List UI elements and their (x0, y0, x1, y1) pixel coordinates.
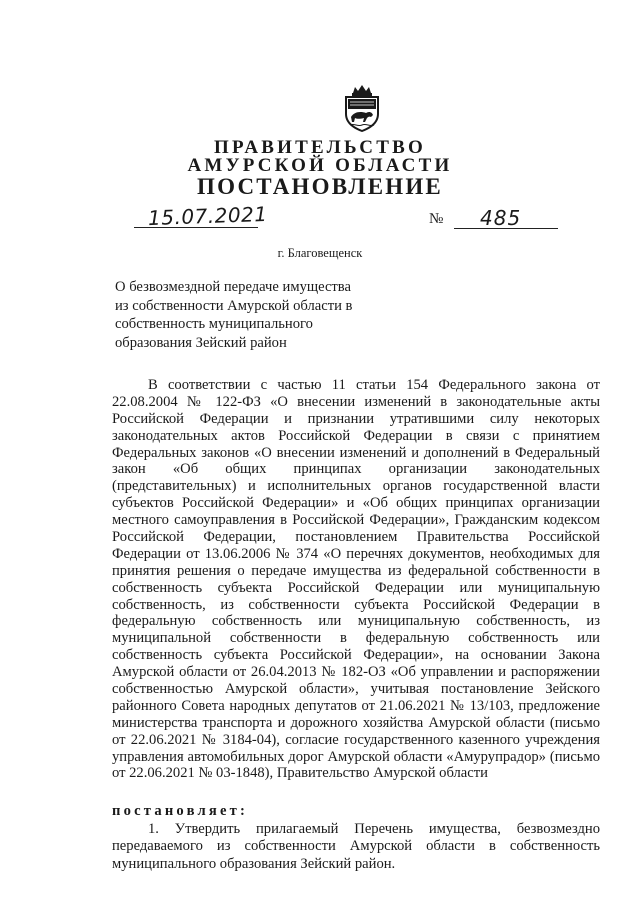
item-line: передаваемого из собственности Амурской области в собственность (112, 838, 600, 855)
body-line: от 22.06.2021 № 3184-04), согласие государственного казенного учреждения (112, 731, 600, 748)
body-line: собственность субъекта Российской Федерации или муниципальную (112, 579, 600, 596)
body-line: В соответствии с частью 11 статьи 154 Федерального закона от (148, 377, 600, 393)
government-title-line1: ПРАВИТЕЛЬСТВО (214, 137, 426, 158)
body-line: министерства транспорта и дорожного хозяйства Амурской области (письмо (112, 714, 600, 731)
preamble-text (112, 377, 600, 782)
number-label: № (429, 211, 444, 227)
title-line: из собственности Амурской области в (115, 297, 353, 314)
title-line: собственность муниципального (115, 316, 313, 332)
body-line: федеральную собственность или муниципальную собственность, из (112, 613, 600, 630)
government-title-line2: АМУРСКОЙ ОБЛАСТИ (187, 155, 453, 176)
handwritten-date: 15.07.2021 (147, 201, 268, 231)
title-line: образования Зейский район (115, 334, 287, 351)
document-subject (115, 278, 385, 352)
document-type-heading: ПОСТАНОВЛЕНИЕ (197, 174, 443, 199)
item-line: 1. Утвердить прилагаемый Перечень имущества, безвозмездно (148, 821, 600, 837)
city-label: г. Благовещенск (277, 246, 363, 260)
date-underline (134, 227, 258, 228)
body-line: принятия решения о передаче имущества из федеральной собственности в (112, 562, 600, 579)
body-line: Российской Федерации, постановлением Правительства Российской (112, 529, 600, 546)
body-line: субъектов Российской Федерации» и «Об общих принципах организации (112, 495, 600, 512)
body-line: управления автомобильных дорог Амурской области «Амурупрадор» (письмо (112, 748, 600, 765)
body-line: Российской Федерации и признании утратившими силу некоторых (112, 410, 600, 427)
body-line: 22.08.2004 № 122-ФЗ «О внесении изменений в законодательные акты (112, 393, 600, 410)
coat-of-arms-emblem (340, 84, 384, 132)
body-line: (представительных) и исполнительных органов государственной власти (112, 478, 600, 495)
body-line: собственностью Амурской области», учитывая постановление Зейского (112, 681, 600, 698)
body-line: Федерации от 13.06.2006 № 374 «О перечнях документов, необходимых для (112, 545, 600, 562)
body-line: законодательных актов Российской Федерации в связи с принятием (112, 427, 600, 444)
body-line: от 22.06.2021 № 03-1848), Правительство Амурской области (112, 765, 488, 782)
body-line: собственность субъекта Российской Федерации», на основании Закона (112, 647, 600, 664)
body-line: муниципальной собственности в федеральную собственность или (112, 630, 600, 647)
body-line: Федеральных законов «О внесении изменений и дополнений в Федеральный (112, 444, 600, 461)
body-line: районного Совета народных депутатов от 21.06.2021 № 13/103, предложение (112, 697, 600, 714)
item-line: муниципального образования Зейский район. (112, 855, 396, 872)
number-underline (454, 228, 558, 229)
body-line: собственность, из собственности субъекта Российской Федерации в (112, 596, 600, 613)
title-line: О безвозмездной передаче имущества (115, 279, 351, 295)
decree-word: постановляет: (112, 803, 249, 819)
handwritten-number: 485 (480, 206, 522, 230)
body-line: закон «Об общих принципах организации законодательных (112, 461, 600, 478)
body-line: местного самоуправления в Российской Федерации», Гражданским кодексом (112, 512, 600, 529)
body-line: Амурской области от 26.04.2013 № 182-ОЗ «Об управлении и распоряжении (112, 664, 600, 681)
decision-item-1 (112, 821, 600, 873)
